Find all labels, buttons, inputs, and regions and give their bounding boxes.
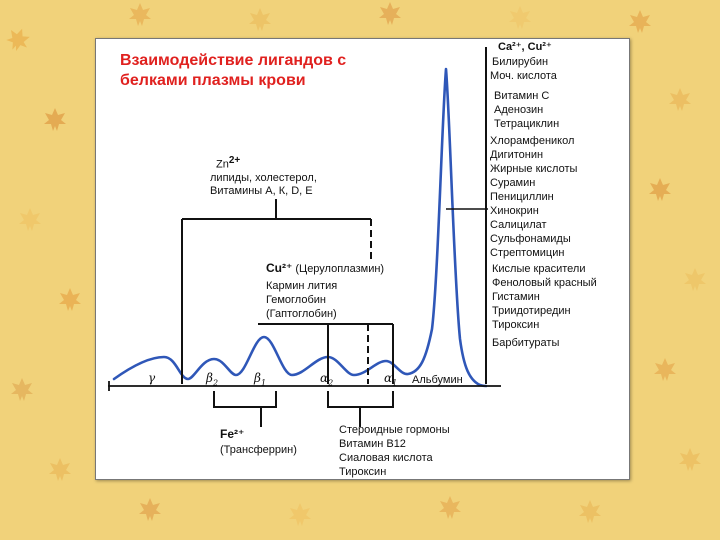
fraction-alpha1: $\alpha_1$ <box>384 371 398 388</box>
zinc-ion-label: $Zn^{2+}$ <box>216 155 241 171</box>
albumin-ligand: Гистамин <box>492 291 540 303</box>
albumin-ligand: Кислые красители <box>492 263 586 275</box>
fraction-beta1: $\beta_1$ <box>254 371 267 388</box>
albumin-ligand: Стрептомицин <box>490 247 565 259</box>
title-line-2: белками плазмы крови <box>120 72 306 89</box>
albumin-ligand: Салицилат <box>490 219 547 231</box>
albumin-ligand: Триидотиредин <box>492 305 571 317</box>
albumin-ligand: Дигитонин <box>490 149 544 161</box>
alpha-ligand-1: Стероидные гормоны <box>339 424 450 436</box>
alpha-bracket <box>328 391 393 407</box>
albumin-ligand: Хлорамфеникол <box>490 135 575 147</box>
fraction-albumin: Альбумин <box>412 374 463 386</box>
alpha-ligand-2: Витамин В12 <box>339 438 406 450</box>
diagram-title <box>120 51 346 91</box>
albumin-ligand: Хинокрин <box>490 205 539 217</box>
albumin-ligand: Витамин С <box>494 90 550 102</box>
iron-ion-label: Fe²⁺ <box>220 427 245 441</box>
fraction-alpha2: $\alpha_2$ <box>320 371 334 388</box>
albumin-ligand: Сурамин <box>490 177 536 189</box>
copper-line-3: (Гаптоглобин) <box>266 308 337 320</box>
iron-note: (Трансферрин) <box>220 444 297 456</box>
albumin-ligand: Моч. кислота <box>490 70 557 82</box>
iron-bracket <box>214 391 276 407</box>
albumin-ligand: Ca²⁺, Cu²⁺ <box>498 41 552 53</box>
albumin-ligand: Тироксин <box>492 319 540 331</box>
albumin-ligand: Феноловый красный <box>492 277 597 289</box>
copper-line-2: Гемоглобин <box>266 294 326 306</box>
zinc-lipids-line-1: липиды, холестерол, <box>210 172 317 184</box>
title-line-1: Взаимодействие лигандов с <box>120 52 347 69</box>
albumin-ligand: Тетрациклин <box>494 118 560 130</box>
albumin-ligand: Сульфонамиды <box>490 233 571 245</box>
fraction-gamma: γ <box>148 371 156 385</box>
zinc-lipids-line-2: Витамины А, К, D, Е <box>210 185 313 197</box>
albumin-ligand: Пенициллин <box>490 191 554 203</box>
fraction-beta2: $\beta_2$ <box>206 371 219 388</box>
albumin-ligand: Барбитураты <box>492 337 560 349</box>
albumin-ligand: Билирубин <box>492 56 549 68</box>
electrophoresis-curve <box>114 69 486 386</box>
albumin-ligand: Аденозин <box>494 104 544 116</box>
alpha-ligand-4: Тироксин <box>339 466 387 478</box>
diagram-panel <box>95 38 630 480</box>
copper-ion-label: Cu²⁺ (Церулоплазмин) <box>266 261 385 275</box>
alpha-ligand-3: Сиаловая кислота <box>339 452 433 464</box>
copper-line-1: Кармин лития <box>266 280 338 292</box>
protein-electrophoresis-diagram <box>96 39 629 479</box>
albumin-ligand: Жирные кислоты <box>490 163 578 175</box>
